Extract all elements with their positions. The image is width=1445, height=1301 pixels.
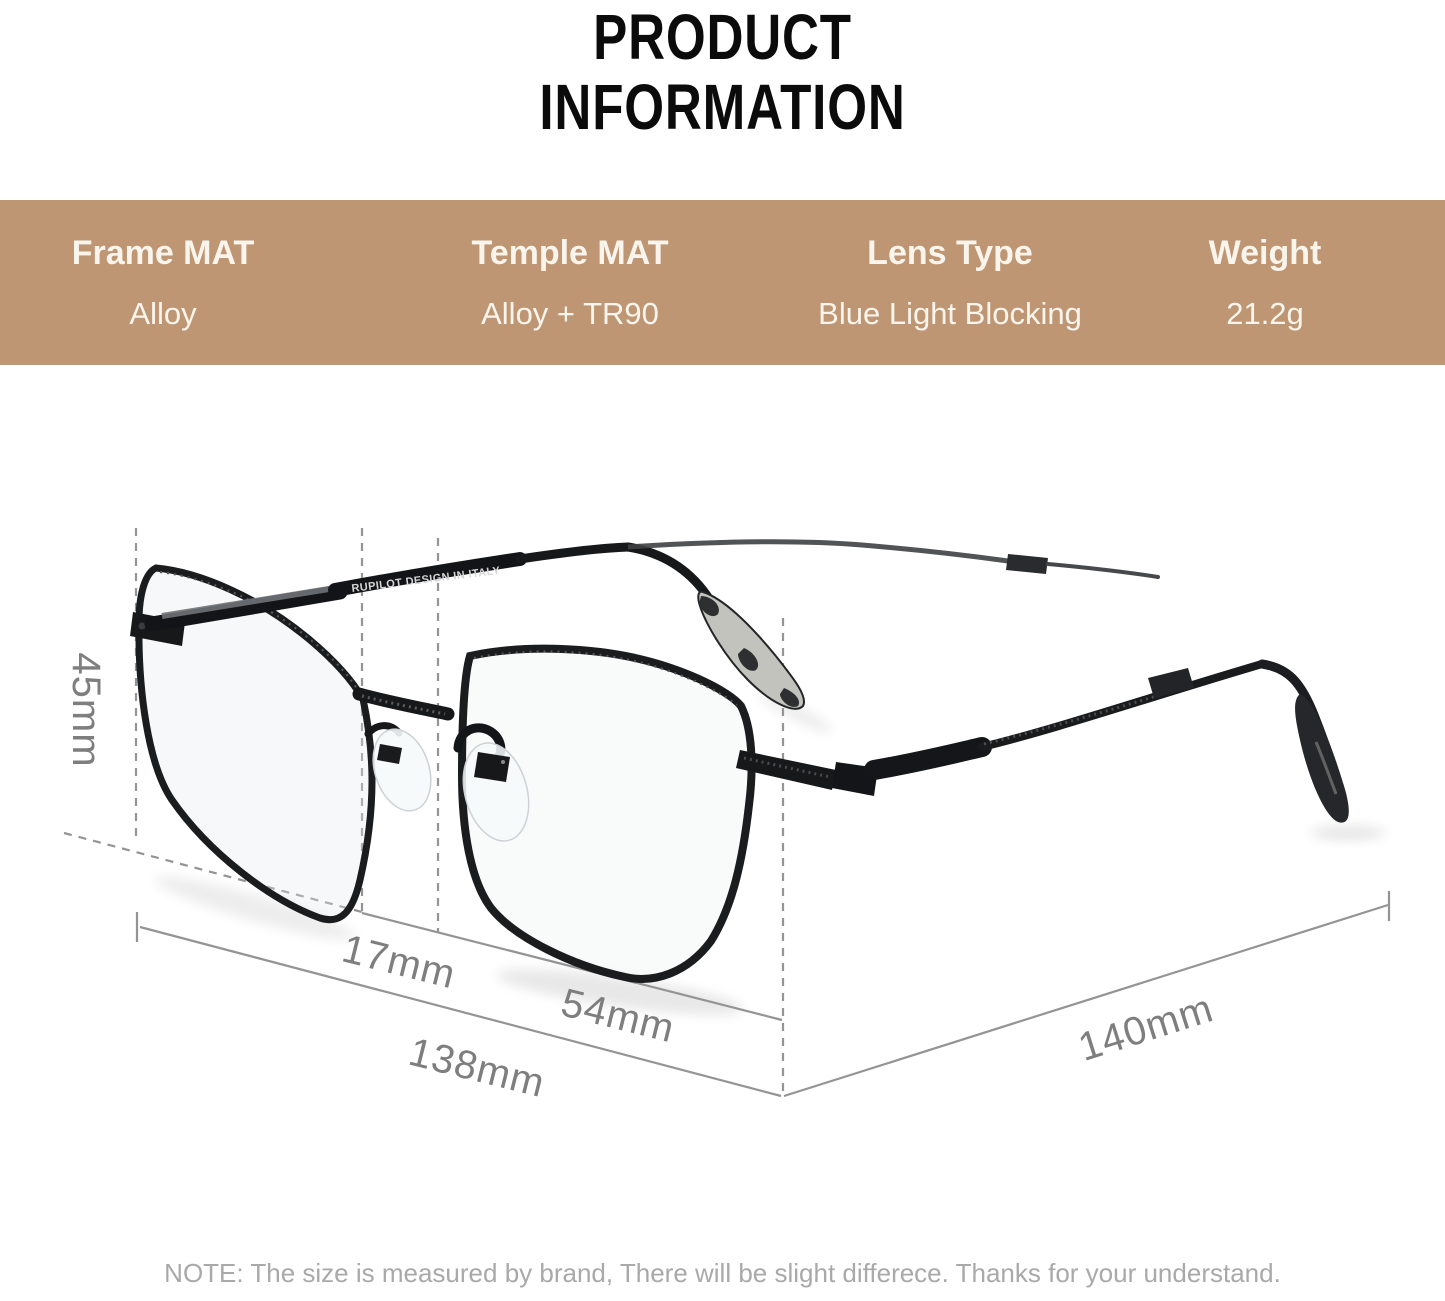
left-temple-secondary-bar [628,542,1008,561]
left-temple-secondary-tail [1048,564,1158,577]
left-hinge-screw [139,623,146,630]
glasses-illustration [130,542,1349,979]
spec-label: Weight [1208,234,1322,272]
page-title-line1: PRODUCT [593,1,852,73]
left-nose-pad [363,722,440,819]
right-temple-taper [982,664,1262,747]
spec-value: Alloy + TR90 [481,296,659,331]
dimension-label-lens-width: 54mm [556,980,680,1052]
spec-label: Temple MAT [471,234,669,272]
right-temple-thick [874,747,982,770]
spec-value: Blue Light Blocking [818,296,1082,331]
dimension-label-temple-length: 140mm [1073,986,1219,1070]
right-clamp-screw [501,760,505,764]
size-disclaimer-note: NOTE: The size is measured by brand, There will be slight differece. Thanks for your understand. [164,1258,1281,1288]
left-temple-sleeve-joint [1006,554,1048,574]
temple-brand-text: RUPILOT DESIGN IN ITALY [350,564,502,595]
spec-value: Alloy [129,296,197,331]
dimension-label-bridge-width: 17mm [337,926,461,998]
left-temple-bar-taper [520,547,710,600]
spec-label: Frame MAT [71,234,255,272]
right-nose-pad-clamp [474,752,510,782]
right-temple-sleeve-joint [1148,668,1194,698]
spec-label: Lens Type [867,234,1033,272]
dimension-label-lens-height: 45mm [64,652,108,768]
right-temple [736,664,1349,823]
spec-value: 21.2g [1226,296,1304,331]
dimension-label-frame-width: 138mm [404,1029,550,1107]
page-title-line2: INFORMATION [539,71,906,143]
